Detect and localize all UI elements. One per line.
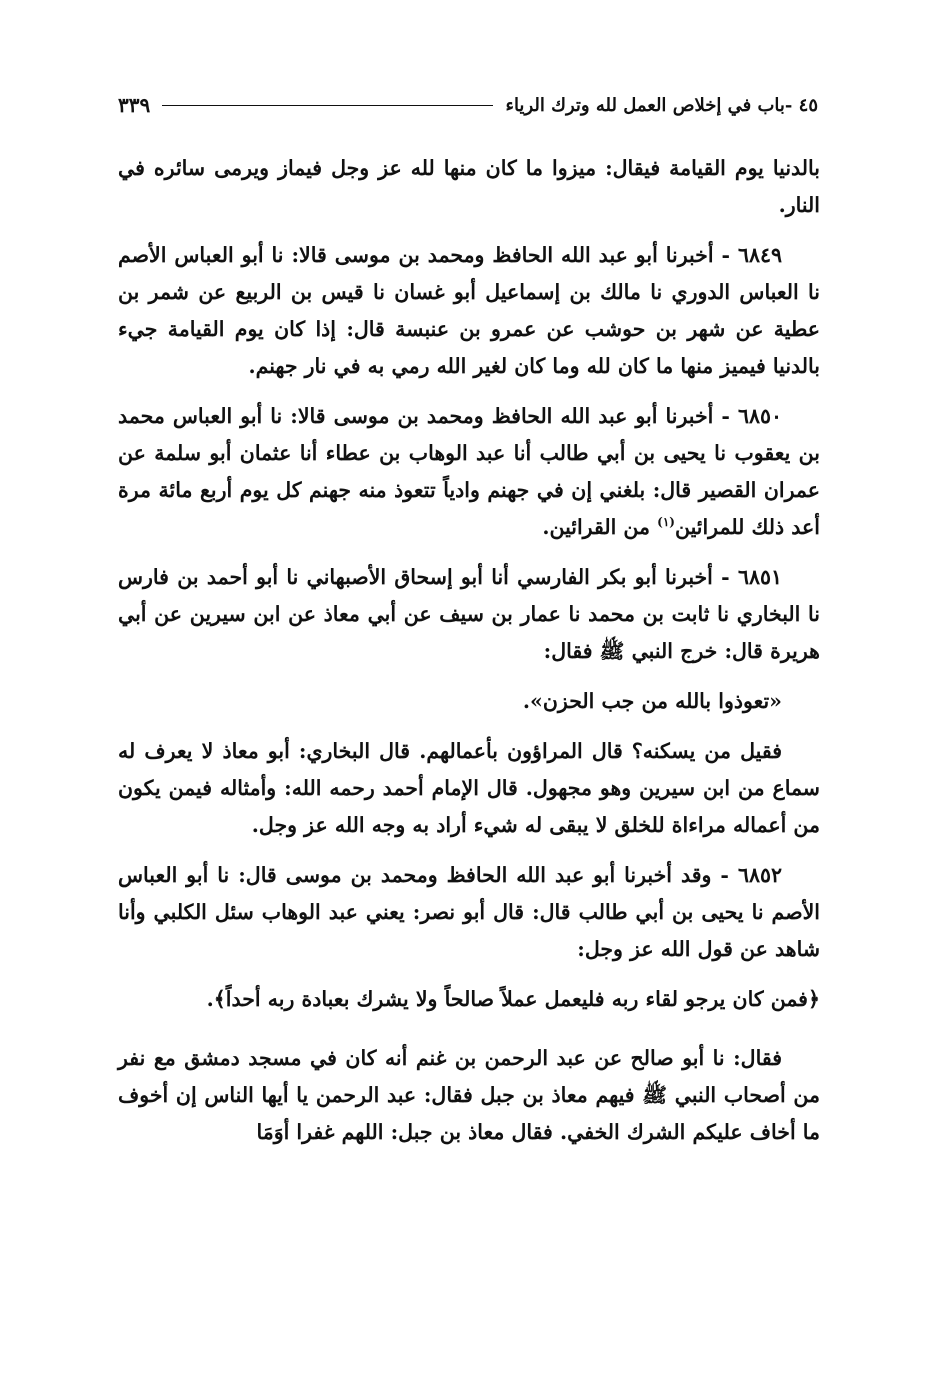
hadith-6850 [118, 398, 820, 546]
narration-paragraph: فقال: نا أبو صالح عن عبد الرحمن بن غنم أنه كان في مسجد دمشق مع نفر من أصحاب النبي ﷺ فيهم معاذ بن جبل فقال: عبد الرحمن يا أيها الناس إن أخوف ما أخاف عليكم الشرك الخفي. فقال معاذ بن جبل: اللهم غفرا أوَمَا [118, 1046, 820, 1144]
hadith-6851: ٦٨٥١ - أخبرنا أبو بكر الفارسي أنا أبو إسحاق الأصبهاني نا أبو أحمد بن فارس نا البخاري نا ثابت بن محمد نا عمار بن سيف عن أبي معاذ عن ابن سيرين عن أبي هريرة قال: خرج النبي ﷺ فقال: [118, 565, 820, 663]
hadith-6852: ٦٨٥٢ - وقد أخبرنا أبو عبد الله الحافظ ومحمد بن موسى قال: نا أبو العباس الأصم نا يحيى بن أبي طالب قال: قال أبو نصر: يعني عبد الوهاب سئل الكلبي وأنا شاهد عن قول الله عز وجل: [118, 863, 820, 961]
header-rule [162, 105, 493, 106]
page-number: ٣٣٩ [118, 93, 151, 117]
page-body [118, 150, 820, 1164]
quran-verse: ﴿فمن كان يرجو لقاء ربه فليعمل عملاً صالحاً ولا يشرك بعبادة ربه أحداً﴾. [206, 987, 820, 1011]
chapter-title: ٤٥ -باب في إخلاص العمل لله وترك الرياء [505, 94, 818, 116]
hadith-6850-text: ٦٨٥٠ - أخبرنا أبو عبد الله الحافظ ومحمد بن موسى قالا: نا أبو العباس محمد بن يعقوب نا يحيى بن أبي طالب أنا عبد الوهاب بن عطاء أنا عثمان أبو سلمة عن عمران القصير قال: بلغني إن في جهنم وادياً تتعوذ منه جهنم كل يوم أربع مائة مرة أعد ذلك للمرائين [118, 404, 820, 539]
commentary-paragraph: فقيل من يسكنه؟ قال المراؤون بأعمالهم. قال البخاري: أبو معاذ لا يعرف له سماع من ابن سيرين وهو مجهول. قال الإمام أحمد رحمه الله: وأمثاله فيمن يكون من أعماله مراءاة للخلق لا يبقى له شيء أراد به وجه الله عز وجل. [118, 739, 820, 837]
hadith-6850-end: من القرائين. [542, 515, 658, 539]
page-header [118, 88, 818, 122]
footnote-marker: (١) [657, 515, 675, 530]
paragraph-continuation: بالدنيا يوم القيامة فيقال: ميزوا ما كان منها لله عز وجل فيماز ويرمى سائره في النار. [118, 156, 820, 217]
prophetic-quote: «تعوذوا بالله من جب الحزن». [522, 689, 782, 713]
hadith-6849: ٦٨٤٩ - أخبرنا أبو عبد الله الحافظ ومحمد بن موسى قالا: نا أبو العباس الأصم نا العباس الدوري نا مالك بن إسماعيل أبو غسان نا قيس بن الربيع عن شمر بن عطية عن شهر بن حوشب عن عمرو بن عنبسة قال: إذا كان يوم القيامة جيء بالدنيا فيميز منها ما كان لله وما كان لغير الله رمي به في نار جهنم. [118, 243, 820, 378]
